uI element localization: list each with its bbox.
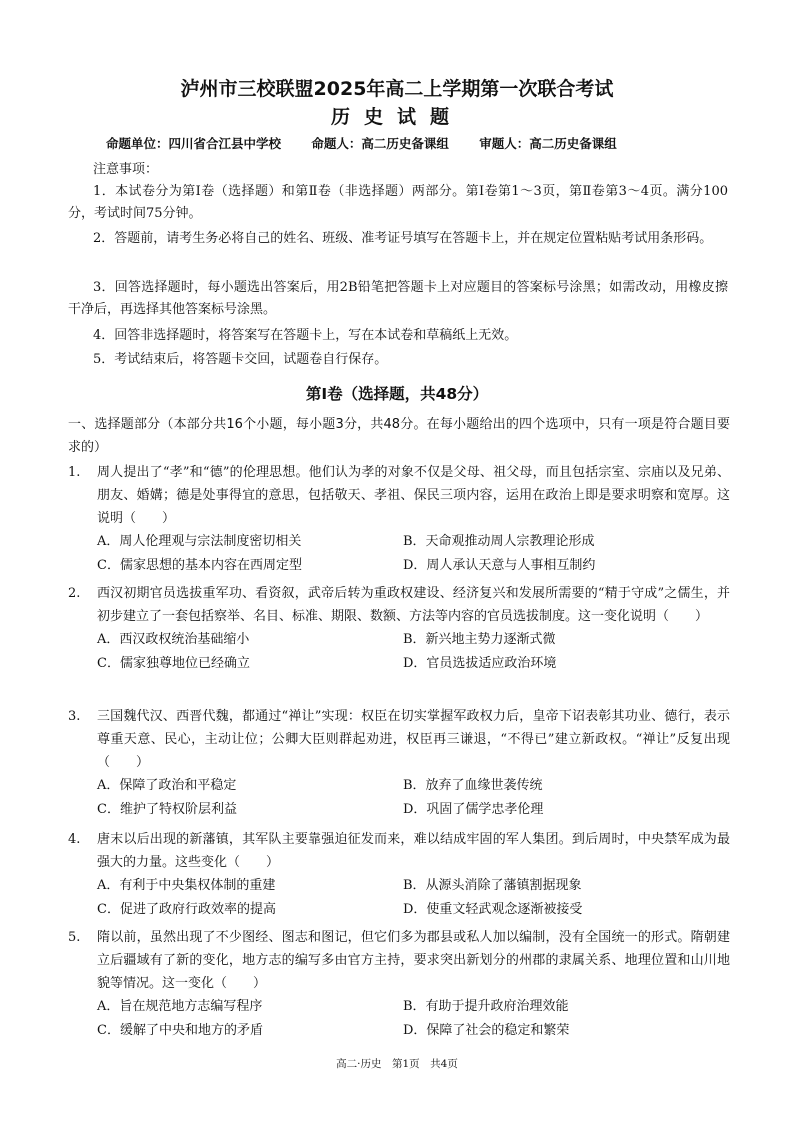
question bbox=[68, 705, 730, 822]
page-footer: 高二·历史 第1页 共4页 bbox=[336, 1058, 458, 1070]
option-c: C．促进了政府行政效率的提高 bbox=[97, 902, 276, 917]
notice-item: 5．考试结束后，将答题卡交回，试题卷自行保存。 bbox=[93, 352, 388, 367]
question-number: 2. bbox=[68, 586, 81, 601]
option-a: A．周人伦理观与宗法制度密切相关 bbox=[97, 534, 302, 549]
option-b: B．新兴地主势力逐渐式微 bbox=[403, 632, 556, 647]
option-c: C．儒家思想的基本内容在西周定型 bbox=[97, 558, 302, 573]
option-d: D．保障了社会的稳定和繁荣 bbox=[403, 1023, 570, 1038]
option-a: A．有利于中央集权体制的重建 bbox=[97, 878, 276, 893]
option-list bbox=[97, 774, 730, 822]
option-a: A．西汉政权统治基础缩小 bbox=[97, 632, 250, 647]
notice-heading: 注意事项： bbox=[93, 162, 159, 177]
option-b: B．天命观推动周人宗教理论形成 bbox=[403, 534, 595, 549]
question-number: 1. bbox=[68, 465, 81, 480]
question-stem: 隋以前，虽然出现了不少图经、图志和图记，但它们多为郡县或私人加以编制，没有全国统一的形式。隋朝建立后疆域有了新的变化，地方志的编写多由官方主持，要求突出新划分的州郡的隶属关系、地理位置和山川地貌等情况。这一变化（ ） bbox=[97, 930, 730, 991]
notice-item: 4．回答非选择题时，将答案写在答题卡上，写在本试卷和草稿纸上无效。 bbox=[93, 328, 518, 343]
exam-title: 泸州市三校联盟2025年高二上学期第一次联合考试 bbox=[180, 78, 614, 100]
option-d: D．周人承认天意与人事相互制约 bbox=[403, 558, 596, 573]
author-setter: 命题人：高二历史备课组 bbox=[311, 136, 449, 151]
question bbox=[68, 828, 730, 922]
option-c: C．缓解了中央和地方的矛盾 bbox=[97, 1023, 263, 1038]
option-list bbox=[97, 874, 730, 922]
option-a: A．保障了政治和平稳定 bbox=[97, 778, 237, 793]
question-stem: 周人提出了“孝”和“德”的伦理思想。他们认为孝的对象不仅是父母、祖父母，而且包括宗室、宗庙以及兄弟、朋友、婚媾；德是处事得宜的意思，包括敬天、孝祖、保民三项内容，运用在政治上即是要求明察和宽厚。这说明（ ） bbox=[97, 465, 730, 526]
question-stem: 唐末以后出现的新藩镇，其军队主要靠强迫征发而来，难以结成牢固的军人集团。到后周时，中央禁军成为最强大的力量。这些变化（ ） bbox=[97, 832, 730, 870]
question-stem: 西汉初期官员选拔重军功、看资叙，武帝后转为重政权建设、经济复兴和发展所需要的“精于守成”之儒生，并初步建立了一套包括察举、名目、标准、期限、数额、方法等内容的官员选拔制度。这一变化说明（ ） bbox=[97, 586, 730, 624]
notice-item: 3．回答选择题时，每小题选出答案后，用2B铅笔把答题卡上对应题目的答案标号涂黑；如需改动，用橡皮擦干净后，再选择其他答案标号涂黑。 bbox=[68, 280, 728, 317]
question-number: 5. bbox=[68, 930, 81, 945]
question bbox=[68, 926, 730, 1043]
author-unit: 命题单位：四川省合江县中学校 bbox=[106, 136, 282, 151]
author-reviewer: 审题人：高二历史备课组 bbox=[479, 136, 617, 151]
option-list bbox=[97, 995, 730, 1043]
author-info bbox=[106, 134, 746, 152]
option-c: C．维护了特权阶层利益 bbox=[97, 802, 237, 817]
option-a: A．旨在规范地方志编写程序 bbox=[97, 999, 263, 1014]
option-b: B．有助于提升政府治理效能 bbox=[403, 999, 569, 1014]
subject-title: 历史试题 bbox=[330, 106, 463, 128]
option-d: D．巩固了儒学忠孝伦理 bbox=[403, 802, 544, 817]
notice-item: 2．答题前，请考生务必将自己的姓名、班级、准考证号填写在答题卡上，并在规定位置粘贴考试用条形码。 bbox=[93, 231, 713, 246]
question-number: 4. bbox=[68, 832, 81, 847]
question bbox=[68, 582, 730, 676]
option-c: C．儒家独尊地位已经确立 bbox=[97, 656, 250, 671]
question-number: 3. bbox=[68, 709, 81, 724]
option-d: D．官员选拔适应政治环境 bbox=[403, 656, 557, 671]
question bbox=[68, 461, 730, 578]
option-d: D．使重文轻武观念逐渐被接受 bbox=[403, 902, 583, 917]
part-instructions: 一、选择题部分（本部分共16个小题，每小题3分，共48分。在每小题给出的四个选项中，只有一项是符合题目要求的） bbox=[68, 417, 730, 455]
question-stem: 三国魏代汉、西晋代魏，都通过“禅让”实现：权臣在切实掌握军政权力后，皇帝下诏表彰其功业、德行，表示尊重天意、民心，主动让位；公卿大臣则群起劝进，权臣再三谦退，“不得已”建立新政权。“禅让”反复出现（ ） bbox=[97, 709, 730, 770]
option-b: B．放弃了血缘世袭传统 bbox=[403, 778, 543, 793]
option-list bbox=[97, 530, 730, 578]
option-list bbox=[97, 628, 730, 676]
option-b: B．从源头消除了藩镇割据现象 bbox=[403, 878, 582, 893]
section-title: 第Ⅰ卷（选择题，共48分） bbox=[305, 385, 489, 403]
notice-item: 1．本试卷分为第Ⅰ卷（选择题）和第Ⅱ卷（非选择题）两部分。第Ⅰ卷第1～3页，第Ⅱ卷第3～4页。满分100分，考试时间75分钟。 bbox=[68, 184, 728, 221]
